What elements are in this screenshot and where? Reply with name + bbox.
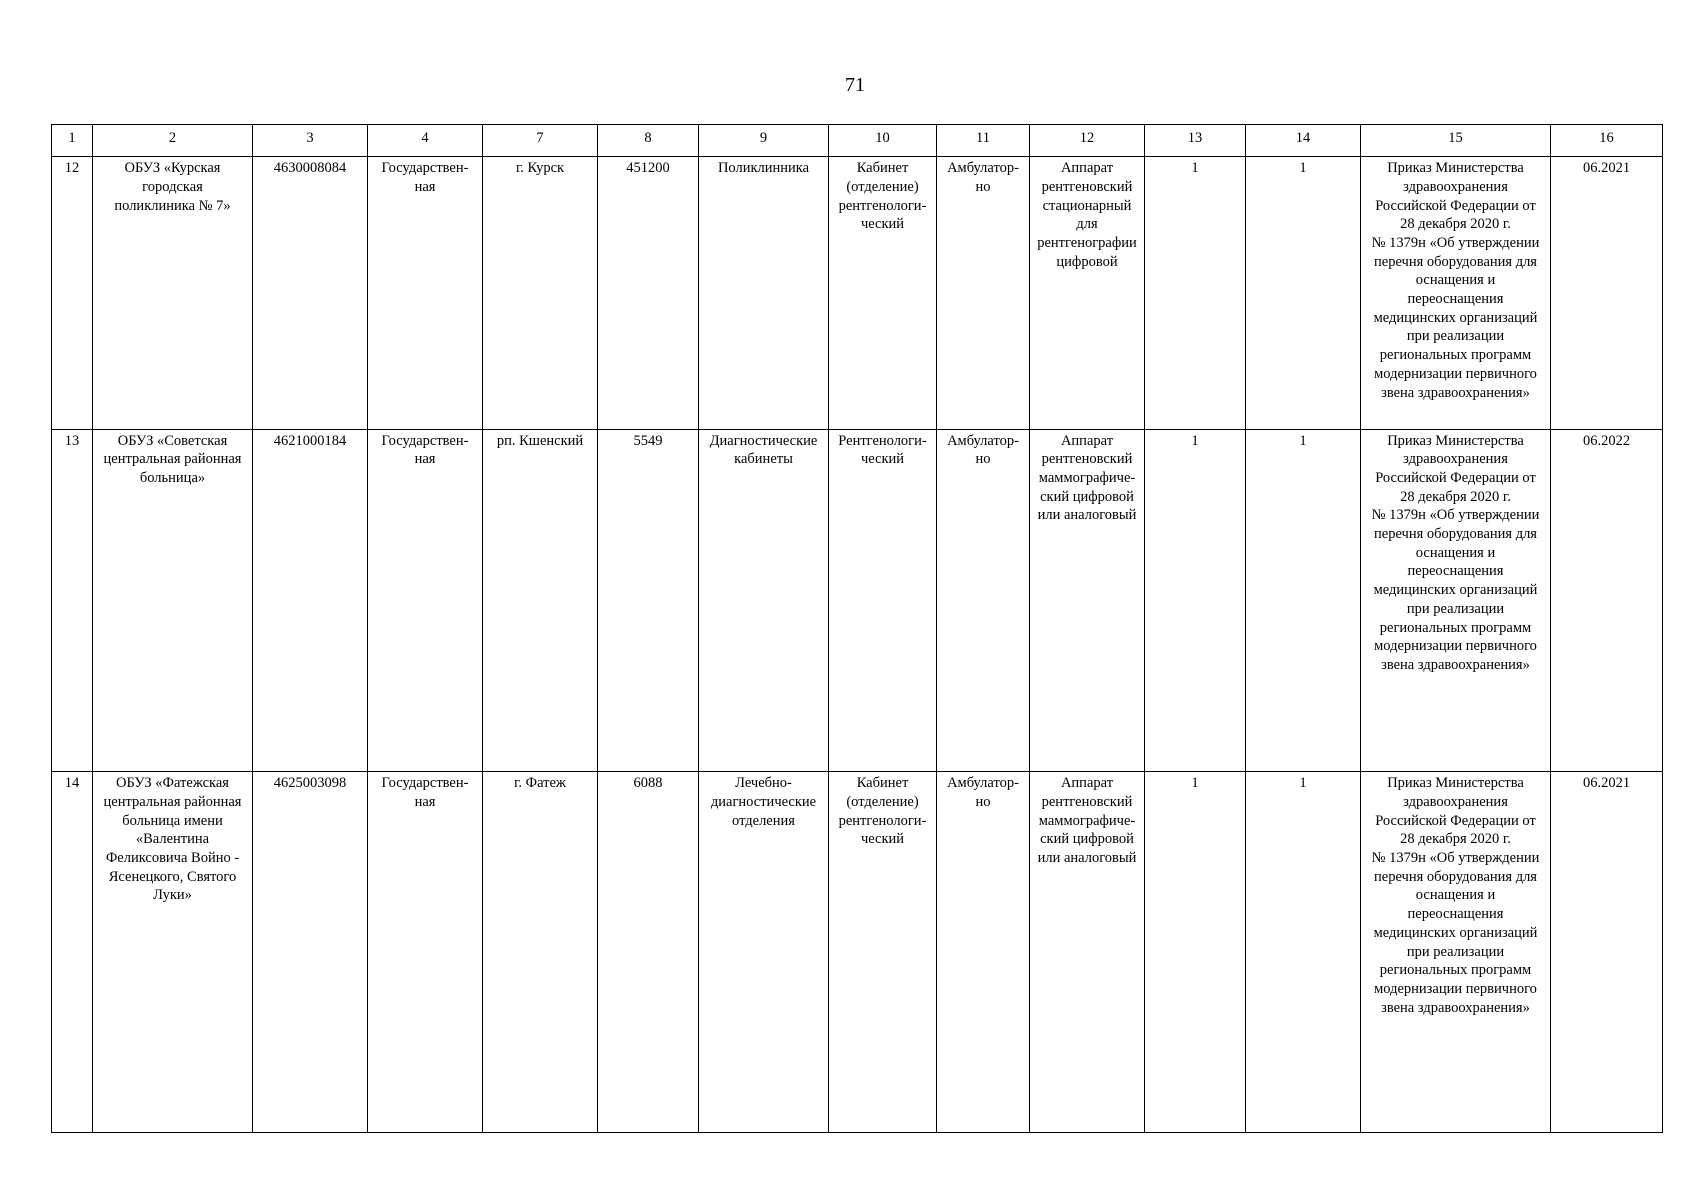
care-type-cell: Амбулатор- но [937,157,1030,429]
page-number: 71 [845,74,865,96]
column-header: 16 [1551,125,1663,157]
unit-cell: Лечебно- диагностические отделения [699,772,829,1133]
column-header: 1 [52,125,93,157]
equipment-table [51,124,1663,1133]
order-reference-cell: Приказ Министерства здравоохранения Российской Федерации от 28 декабря 2020 г. № 1379н «Об утверждении перечня оборудования для оснащения и переоснащения медицинских организаций при реализации региональных программ модернизации первичного звена здравоохранения» [1361,772,1551,1133]
quantity-cell: 1 [1246,429,1361,772]
date-cell: 06.2021 [1551,157,1663,429]
population-cell: 5549 [598,429,699,772]
column-number-row [52,125,1663,157]
department-cell: Рентгенологи- ческий [829,429,937,772]
column-header: 7 [483,125,598,157]
ownership-cell: Государствен- ная [368,772,483,1133]
quantity-cell: 1 [1145,157,1246,429]
equipment-cell: Аппарат рентгеновский маммографиче- ский цифровой или аналоговый [1030,429,1145,772]
column-header: 9 [699,125,829,157]
care-type-cell: Амбулатор- но [937,429,1030,772]
locality-cell: г. Курск [483,157,598,429]
population-cell: 6088 [598,772,699,1133]
department-cell: Кабинет (отделение) рентгенологи- ческий [829,772,937,1133]
quantity-cell: 1 [1145,772,1246,1133]
department-cell: Кабинет (отделение) рентгенологи- ческий [829,157,937,429]
organization-cell: ОБУЗ «Фатежская центральная районная больница имени «Валентина Феликсовича Войно - Ясенецкого, Святого Луки» [93,772,253,1133]
inn-cell: 4621000184 [253,429,368,772]
column-header: 3 [253,125,368,157]
care-type-cell: Амбулатор- но [937,772,1030,1133]
column-header: 11 [937,125,1030,157]
population-cell: 451200 [598,157,699,429]
table-row [52,157,1663,429]
unit-cell: Поликлинника [699,157,829,429]
equipment-cell: Аппарат рентгеновский маммографиче- ский цифровой или аналоговый [1030,772,1145,1133]
column-header: 10 [829,125,937,157]
unit-cell: Диагностические кабинеты [699,429,829,772]
order-reference-cell: Приказ Министерства здравоохранения Российской Федерации от 28 декабря 2020 г. № 1379н «Об утверждении перечня оборудования для оснащения и переоснащения медицинских организаций при реализации региональных программ модернизации первичного звена здравоохранения» [1361,429,1551,772]
order-reference-cell: Приказ Министерства здравоохранения Российской Федерации от 28 декабря 2020 г. № 1379н «Об утверждении перечня оборудования для оснащения и переоснащения медицинских организаций при реализации региональных программ модернизации первичного звена здравоохранения» [1361,157,1551,429]
equipment-cell: Аппарат рентгеновский стационарный для рентгенографии цифровой [1030,157,1145,429]
locality-cell: рп. Кшенский [483,429,598,772]
row-number-cell: 12 [52,157,93,429]
date-cell: 06.2022 [1551,429,1663,772]
quantity-cell: 1 [1246,157,1361,429]
ownership-cell: Государствен- ная [368,157,483,429]
organization-cell: ОБУЗ «Советская центральная районная больница» [93,429,253,772]
row-number-cell: 13 [52,429,93,772]
quantity-cell: 1 [1145,429,1246,772]
ownership-cell: Государствен- ная [368,429,483,772]
column-header: 12 [1030,125,1145,157]
column-header: 8 [598,125,699,157]
table-row [52,772,1663,1133]
column-header: 4 [368,125,483,157]
locality-cell: г. Фатеж [483,772,598,1133]
column-header: 15 [1361,125,1551,157]
organization-cell: ОБУЗ «Курская городская поликлиника № 7» [93,157,253,429]
row-number-cell: 14 [52,772,93,1133]
column-header: 14 [1246,125,1361,157]
inn-cell: 4630008084 [253,157,368,429]
date-cell: 06.2021 [1551,772,1663,1133]
inn-cell: 4625003098 [253,772,368,1133]
table-row [52,429,1663,772]
column-header: 13 [1145,125,1246,157]
column-header: 2 [93,125,253,157]
quantity-cell: 1 [1246,772,1361,1133]
